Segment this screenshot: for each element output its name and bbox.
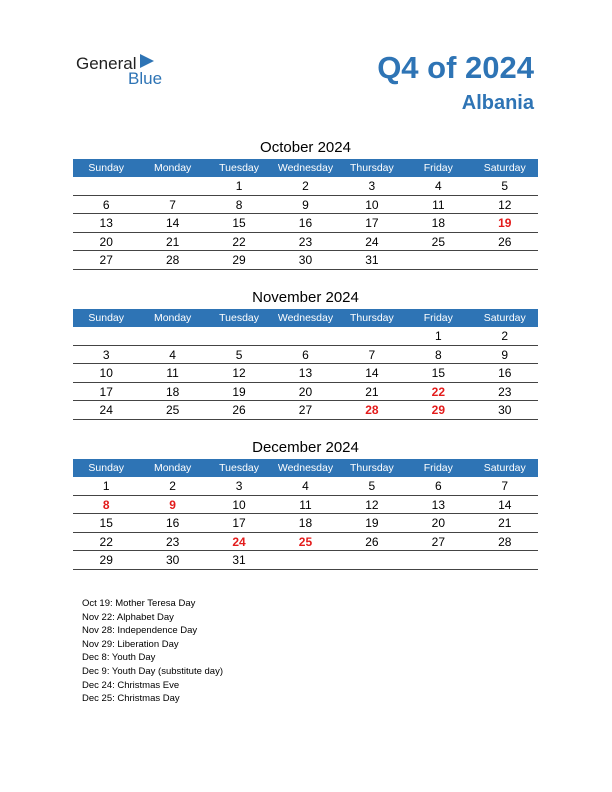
- weekday-label: Friday: [423, 312, 453, 324]
- day-cell: 7: [501, 479, 509, 493]
- weekday-label: Friday: [423, 462, 453, 474]
- day-cell: 7: [368, 347, 376, 362]
- empty-day-cell: [139, 327, 205, 345]
- week-row: [73, 364, 538, 383]
- day-cell: 31: [365, 253, 379, 267]
- day-cell: 24: [232, 534, 246, 549]
- empty-day-cell: [339, 551, 405, 569]
- day-cell: 16: [298, 216, 313, 230]
- day-cell: 1: [434, 329, 442, 343]
- day-cell: 22: [99, 534, 113, 549]
- day-cell: 11: [432, 197, 445, 212]
- day-cell: 19: [365, 516, 379, 530]
- week-row: [73, 477, 538, 496]
- empty-day-cell: [339, 327, 405, 345]
- holiday-item: Dec 9: Youth Day (substitute day): [82, 665, 223, 677]
- day-cell: 11: [299, 497, 312, 512]
- day-cell: 12: [498, 197, 512, 212]
- day-cell: 25: [165, 403, 180, 417]
- weekday-label: Tuesday: [219, 462, 259, 474]
- day-cell: 1: [102, 479, 110, 493]
- holiday-item: Nov 22: Alphabet Day: [82, 611, 174, 623]
- day-cell: 19: [232, 384, 246, 399]
- holiday-item: Nov 28: Independence Day: [82, 625, 198, 637]
- day-cell: 3: [102, 347, 110, 362]
- day-cell: 4: [434, 179, 442, 193]
- week-row: [73, 533, 538, 552]
- month-title: October 2024: [260, 139, 351, 156]
- empty-day-cell: [73, 177, 139, 195]
- day-cell: 14: [365, 366, 379, 380]
- month-calendar: [73, 287, 538, 420]
- holiday-item: Oct 19: Mother Teresa Day: [82, 598, 196, 609]
- day-cell: 14: [498, 497, 512, 512]
- logo: [76, 52, 176, 92]
- day-cell: 17: [99, 384, 113, 399]
- day-cell: 14: [165, 216, 180, 230]
- day-cell: 24: [365, 234, 379, 249]
- empty-day-cell: [139, 177, 205, 195]
- week-row: [73, 233, 538, 252]
- day-cell: 10: [365, 197, 379, 212]
- day-cell: 29: [99, 553, 113, 567]
- day-cell: 5: [501, 179, 509, 193]
- empty-day-cell: [405, 251, 471, 269]
- day-cell: 28: [498, 534, 512, 549]
- day-cell: 17: [232, 516, 246, 530]
- day-cell: 16: [165, 516, 180, 530]
- day-cell: 12: [232, 366, 246, 380]
- day-cell: 23: [498, 384, 512, 399]
- day-cell: 3: [235, 479, 243, 493]
- month-calendar: [73, 137, 538, 270]
- empty-day-cell: [472, 551, 538, 569]
- day-cell: 5: [368, 479, 376, 493]
- day-cell: 11: [166, 366, 179, 380]
- day-cell: 29: [431, 403, 445, 417]
- day-cell: 26: [365, 534, 379, 549]
- day-cell: 30: [165, 553, 180, 567]
- day-cell: 2: [501, 329, 509, 343]
- day-cell: 4: [169, 347, 176, 362]
- page-title: Q4 of 2024: [377, 50, 534, 85]
- day-cell: 6: [302, 347, 309, 362]
- holiday-list: [82, 597, 223, 706]
- day-cell: 24: [99, 403, 113, 417]
- week-row: [73, 401, 538, 420]
- day-cell: 8: [235, 197, 243, 212]
- day-cell: 15: [99, 516, 113, 530]
- week-row: [73, 383, 538, 402]
- week-row: [73, 346, 538, 365]
- day-cell: 29: [232, 253, 246, 267]
- day-cell: 10: [232, 497, 246, 512]
- weekday-label: Sunday: [88, 462, 125, 474]
- day-cell: 20: [431, 516, 445, 530]
- month-calendar: [73, 437, 538, 570]
- weekday-label: Sunday: [88, 312, 125, 324]
- weekday-label: Wednesday: [277, 462, 334, 474]
- day-cell: 27: [431, 534, 445, 549]
- day-cell: 10: [99, 366, 113, 380]
- day-cell: 21: [365, 384, 379, 399]
- day-cell: 30: [498, 403, 512, 417]
- day-cell: 28: [165, 253, 180, 267]
- logo-text-general: General: [76, 54, 137, 73]
- weekday-label: Monday: [153, 162, 192, 174]
- day-cell: 2: [169, 479, 176, 493]
- day-cell: 26: [232, 403, 246, 417]
- weekday-label: Saturday: [483, 462, 526, 474]
- weekday-label: Thursday: [350, 462, 394, 474]
- weekday-label: Wednesday: [277, 162, 334, 174]
- logo-text-blue: Blue: [128, 69, 163, 88]
- day-cell: 28: [365, 403, 379, 417]
- day-cell: 22: [431, 384, 445, 399]
- country-title: Albania: [461, 92, 534, 114]
- empty-day-cell: [206, 327, 272, 345]
- day-cell: 30: [298, 253, 313, 267]
- holiday-item: Dec 25: Christmas Day: [82, 693, 180, 705]
- holiday-item: Dec 24: Christmas Eve: [82, 679, 180, 691]
- day-cell: 25: [298, 534, 313, 549]
- day-cell: 18: [298, 516, 313, 530]
- week-row: [73, 327, 538, 346]
- day-cell: 21: [165, 234, 180, 249]
- day-cell: 22: [232, 234, 246, 249]
- empty-day-cell: [405, 551, 471, 569]
- weekday-label: Monday: [153, 312, 192, 324]
- day-cell: 15: [232, 216, 246, 230]
- weekday-header: [73, 309, 538, 327]
- empty-day-cell: [472, 251, 538, 269]
- day-cell: 6: [434, 479, 442, 493]
- day-cell: 13: [298, 366, 313, 380]
- day-cell: 27: [298, 403, 313, 417]
- day-cell: 31: [232, 553, 246, 567]
- day-cell: 2: [302, 179, 309, 193]
- weekday-header: [73, 459, 538, 477]
- week-row: [73, 177, 538, 196]
- weekday-label: Sunday: [88, 162, 125, 174]
- day-cell: 1: [235, 179, 243, 193]
- day-cell: 25: [431, 234, 445, 249]
- day-cell: 16: [498, 366, 512, 380]
- weekday-header: [73, 159, 538, 177]
- empty-day-cell: [272, 327, 338, 345]
- weekday-label: Thursday: [350, 312, 394, 324]
- day-cell: 20: [298, 384, 313, 399]
- day-cell: 4: [302, 479, 309, 493]
- day-cell: 6: [102, 197, 110, 212]
- logo-flag-icon: [140, 54, 154, 68]
- month-title: December 2024: [252, 439, 359, 456]
- day-cell: 13: [431, 497, 445, 512]
- day-cell: 3: [368, 179, 376, 193]
- day-cell: 9: [302, 197, 309, 212]
- day-cell: 20: [99, 234, 113, 249]
- day-cell: 7: [169, 197, 176, 212]
- day-cell: 8: [102, 497, 110, 512]
- weekday-label: Tuesday: [219, 312, 259, 324]
- week-row: [73, 496, 538, 515]
- day-cell: 23: [165, 534, 180, 549]
- day-cell: 21: [498, 516, 512, 530]
- week-row: [73, 251, 538, 270]
- empty-day-cell: [73, 327, 139, 345]
- day-cell: 26: [498, 234, 512, 249]
- day-cell: 15: [431, 366, 445, 380]
- day-cell: 18: [431, 216, 445, 230]
- weekday-label: Friday: [423, 162, 453, 174]
- day-cell: 12: [365, 497, 379, 512]
- holiday-item: Nov 29: Liberation Day: [82, 638, 179, 650]
- week-row: [73, 214, 538, 233]
- day-cell: 8: [434, 347, 442, 362]
- day-cell: 19: [498, 216, 512, 230]
- day-cell: 23: [298, 234, 313, 249]
- weekday-label: Thursday: [350, 162, 394, 174]
- day-cell: 18: [165, 384, 180, 399]
- holiday-item: Dec 8: Youth Day: [82, 652, 156, 664]
- day-cell: 13: [99, 216, 113, 230]
- weekday-label: Monday: [153, 462, 192, 474]
- empty-day-cell: [272, 551, 338, 569]
- day-cell: 9: [169, 497, 176, 512]
- day-cell: 27: [99, 253, 113, 267]
- week-row: [73, 196, 538, 215]
- weekday-label: Saturday: [483, 312, 526, 324]
- week-row: [73, 514, 538, 533]
- month-title: November 2024: [252, 289, 359, 306]
- day-cell: 9: [501, 347, 509, 362]
- weekday-label: Wednesday: [277, 312, 334, 324]
- day-cell: 5: [235, 347, 243, 362]
- weekday-label: Saturday: [483, 162, 526, 174]
- week-row: [73, 551, 538, 570]
- day-cell: 17: [365, 216, 379, 230]
- weekday-label: Tuesday: [219, 162, 259, 174]
